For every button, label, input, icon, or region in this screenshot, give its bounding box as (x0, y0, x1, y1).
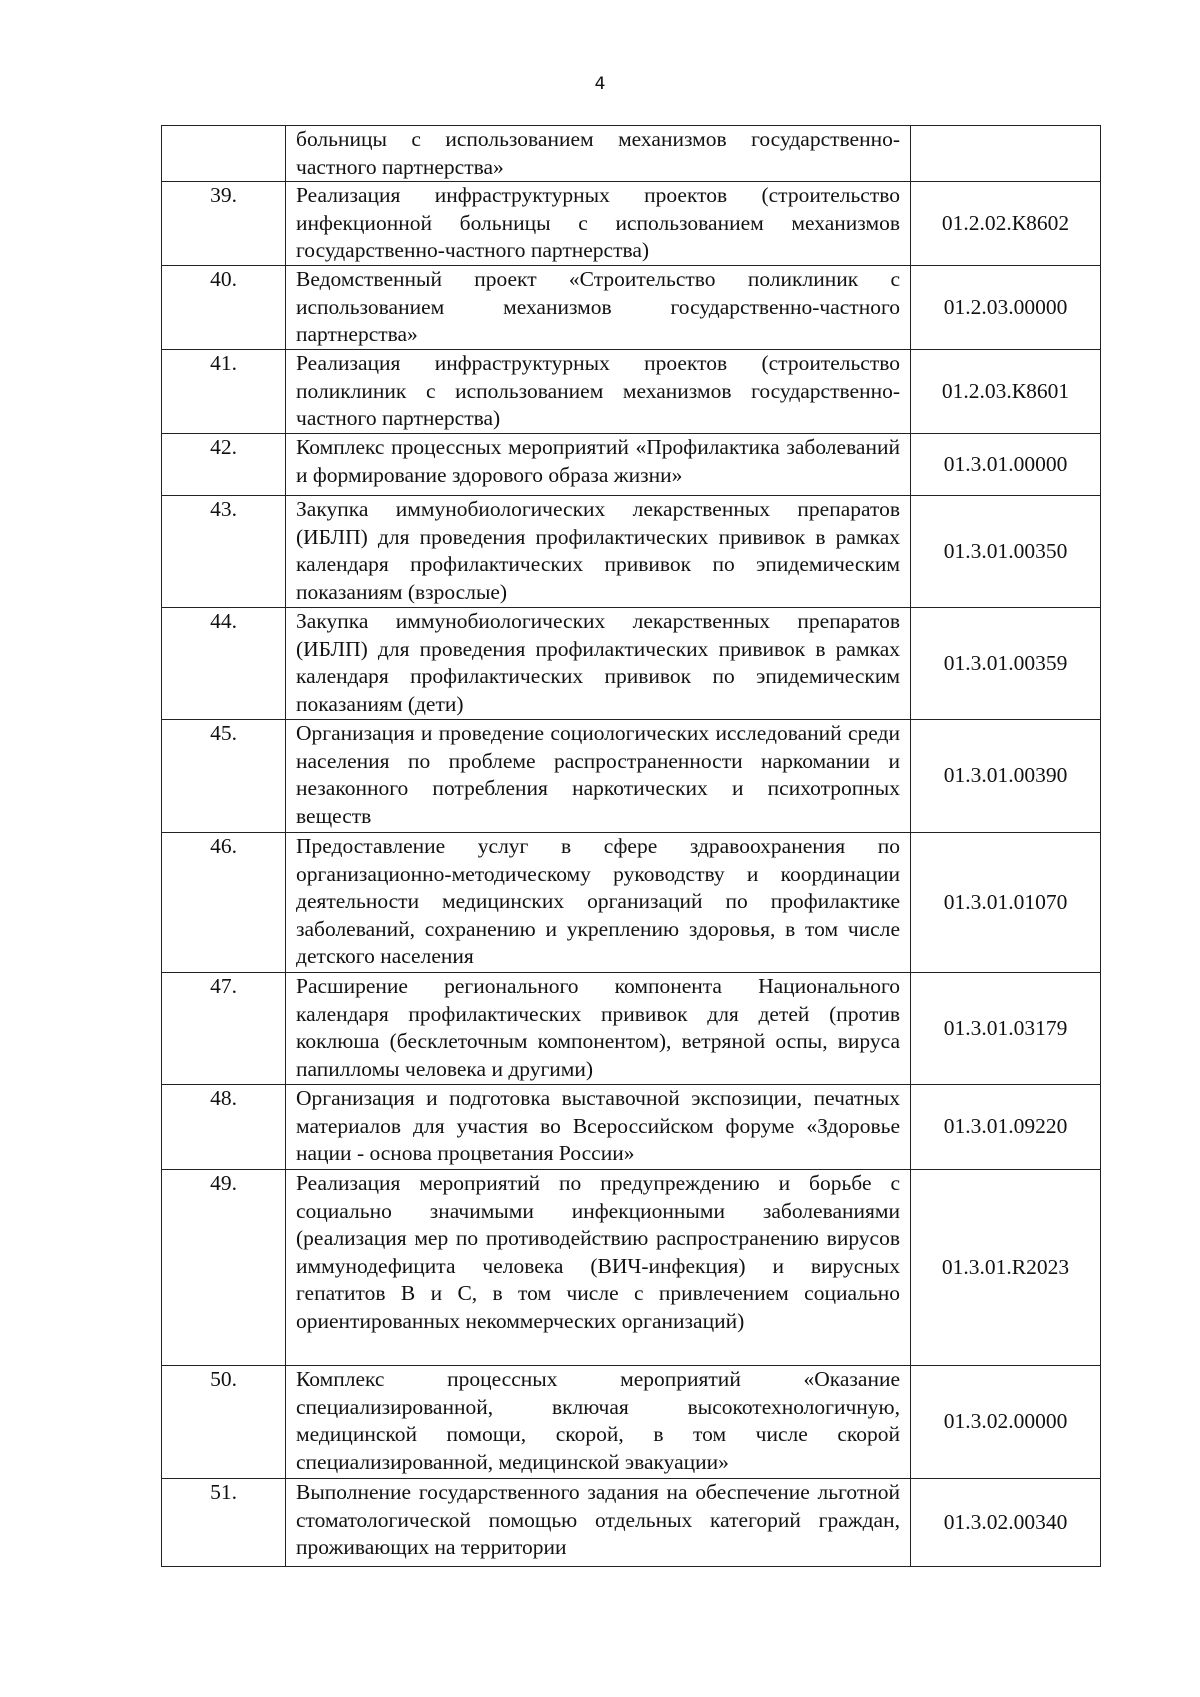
row-code: 01.3.01.09220 (911, 1085, 1101, 1170)
row-code: 01.2.03.00000 (911, 266, 1101, 350)
row-name: Ведомственный проект «Строительство поликлиник с использованием механизмов государственно-частного партнерства» (286, 266, 911, 350)
table-row (162, 833, 1101, 973)
table-row (162, 1479, 1101, 1567)
row-number: 44. (162, 608, 286, 720)
row-name: Организация и подготовка выставочной экспозиции, печатных материалов для участия во Всероссийском форуме «Здоровье нации - основа процветания России» (286, 1085, 911, 1170)
budget-codes-table (161, 125, 1101, 1567)
table-row (162, 266, 1101, 350)
table-row (162, 1085, 1101, 1170)
row-number: 41. (162, 350, 286, 434)
row-number: 50. (162, 1366, 286, 1479)
row-code: 01.3.01.R2023 (911, 1170, 1101, 1366)
row-number: 42. (162, 434, 286, 496)
row-code: 01.3.01.00390 (911, 720, 1101, 833)
row-number (162, 126, 286, 182)
row-number: 39. (162, 182, 286, 266)
table-row (162, 1170, 1101, 1366)
row-code: 01.2.03.К8601 (911, 350, 1101, 434)
row-name: Реализация инфраструктурных проектов (строительство инфекционной больницы с использованием механизмов государственно-частного партнерства) (286, 182, 911, 266)
row-number: 40. (162, 266, 286, 350)
row-name: Расширение регионального компонента Национального календаря профилактических прививок для детей (против коклюша (бесклеточным компонентом), ветряной оспы, вируса папилломы человека и другими) (286, 973, 911, 1085)
table-row (162, 350, 1101, 434)
row-code: 01.3.01.01070 (911, 833, 1101, 973)
row-code: 01.3.02.00340 (911, 1479, 1101, 1567)
row-number: 46. (162, 833, 286, 973)
row-name: Организация и проведение социологических исследований среди населения по проблеме распространенности наркомании и незаконного потребления наркотических и психотропных веществ (286, 720, 911, 833)
row-number: 48. (162, 1085, 286, 1170)
table-row (162, 720, 1101, 833)
table-row (162, 608, 1101, 720)
row-name: Закупка иммунобиологических лекарственных препаратов (ИБЛП) для проведения профилактических прививок в рамках календаря профилактических прививок по эпидемическим показаниям (дети) (286, 608, 911, 720)
table-row (162, 1366, 1101, 1479)
table-row (162, 126, 1101, 182)
row-name: Выполнение государственного задания на обеспечение льготной стоматологической помощью отдельных категорий граждан, проживающих на территории (286, 1479, 911, 1567)
row-name: Реализация мероприятий по предупреждению и борьбе с социально значимыми инфекционными заболеваниями (реализация мер по противодействию распространению вирусов иммунодефицита человека (ВИЧ-инфекция) и вирусных гепатитов В и С, в том числе с привлечением социально ориентированных некоммерческих организаций) (286, 1170, 911, 1366)
row-code: 01.3.01.00359 (911, 608, 1101, 720)
row-name: Комплекс процессных мероприятий «Оказание специализированной, включая высокотехнологичную, медицинской помощи, скорой, в том числе скорой специализированной, медицинской эвакуации» (286, 1366, 911, 1479)
row-number: 49. (162, 1170, 286, 1366)
row-number: 45. (162, 720, 286, 833)
page-number: 4 (594, 74, 606, 94)
table-row (162, 496, 1101, 608)
row-code: 01.3.01.03179 (911, 973, 1101, 1085)
table-row (162, 434, 1101, 496)
row-name: Предоставление услуг в сфере здравоохранения по организационно-методическому руководству и координации деятельности медицинских организаций по профилактике заболеваний, сохранению и укреплению здоровья, в том числе детского населения (286, 833, 911, 973)
row-number: 43. (162, 496, 286, 608)
row-name: Закупка иммунобиологических лекарственных препаратов (ИБЛП) для проведения профилактических прививок в рамках календаря профилактических прививок по эпидемическим показаниям (взрослые) (286, 496, 911, 608)
row-code: 01.3.01.00000 (911, 434, 1101, 496)
row-name: Реализация инфраструктурных проектов (строительство поликлиник с использованием механизмов государственно-частного партнерства) (286, 350, 911, 434)
row-number: 47. (162, 973, 286, 1085)
row-code: 01.3.01.00350 (911, 496, 1101, 608)
table-row (162, 973, 1101, 1085)
row-code: 01.3.02.00000 (911, 1366, 1101, 1479)
row-number: 51. (162, 1479, 286, 1567)
table-row (162, 182, 1101, 266)
row-code (911, 126, 1101, 182)
row-name: Комплекс процессных мероприятий «Профилактика заболеваний и формирование здорового образа жизни» (286, 434, 911, 496)
row-code: 01.2.02.К8602 (911, 182, 1101, 266)
row-name: больницы с использованием механизмов государственно-частного партнерства» (286, 126, 911, 182)
